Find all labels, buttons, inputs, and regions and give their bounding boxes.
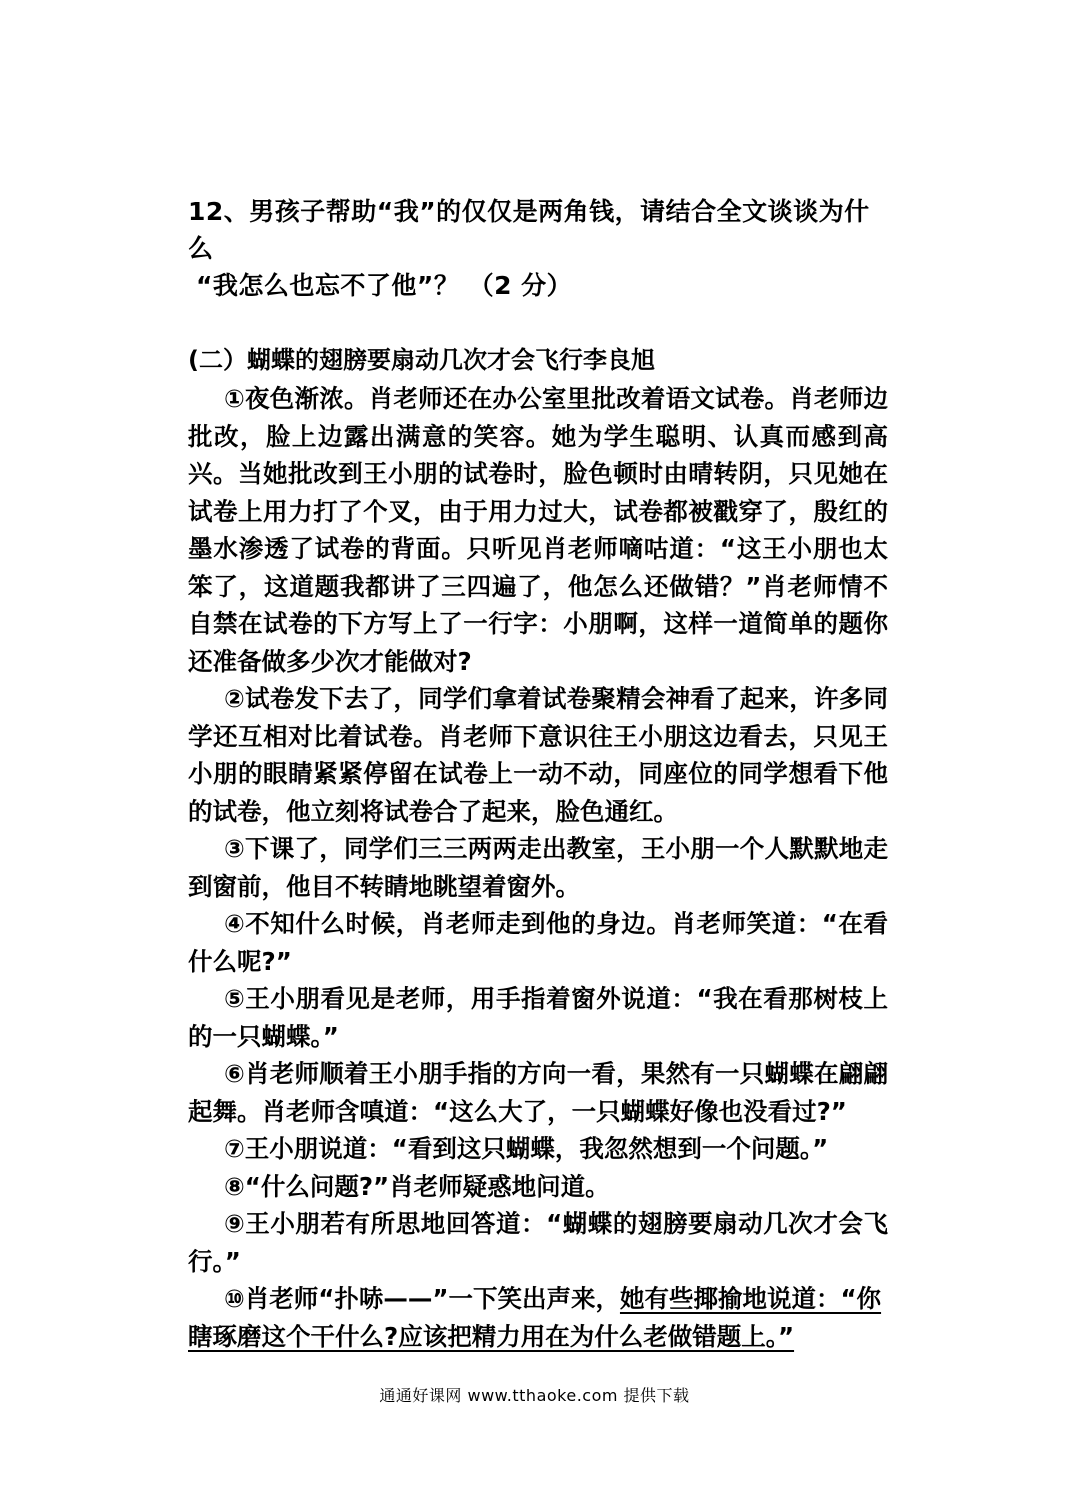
question-12-line-1: 12、男孩子帮助“我”的仅仅是两角钱，请结合全文谈谈为什么 xyxy=(188,197,870,263)
paragraph-3: ③下课了，同学们三三两两走出教室，王小朋一个人默默地走到窗前，他目不转睛地眺望着窗外。 xyxy=(188,834,888,901)
paragraph-7: ⑦王小朋说道：“看到这只蝴蝶，我忽然想到一个问题。” xyxy=(224,1134,829,1163)
paragraph-4: ④不知什么时候，肖老师走到他的身边。肖老师笑道：“在看什么呢?” xyxy=(188,909,888,976)
footer-credit: 通通好课网 www.tthaoke.com 提供下载 xyxy=(379,1386,690,1405)
section-title: (二）蝴蝶的翅膀要扇动几次才会飞行李良旭 xyxy=(188,346,655,374)
paragraph-2: ②试卷发下去了，同学们拿着试卷聚精会神看了起来，许多同学还互相对比着试卷。肖老师下意识往王小朋这边看去，只见王小朋的眼睛紧紧停留在试卷上一动不动，同座位的同学想看下他的试卷，他立刻将试卷合了起来，脸色通红。 xyxy=(188,684,888,826)
paragraph-10 xyxy=(188,1280,888,1355)
paragraph-8: ⑧“什么问题?”肖老师疑惑地问道。 xyxy=(224,1171,610,1201)
paragraph-10-underlined: 她有些揶揄地说道：“你瞎琢磨这个干什么?应该把精力用在为什么老做错题上。” xyxy=(188,1284,882,1351)
question-12 xyxy=(188,193,888,304)
paragraph-6: ⑥肖老师顺着王小朋手指的方向一看，果然有一只蝴蝶在翩翩起舞。肖老师含嗔道：“这么大了，一只蝴蝶好像也没看过?” xyxy=(188,1059,888,1126)
paragraph-9: ⑨王小朋若有所思地回答道：“蝴蝶的翅膀要扇动几次才会飞行。” xyxy=(188,1209,888,1276)
article-body xyxy=(188,380,888,1355)
paragraph-1: ①夜色渐浓。肖老师还在办公室里批改着语文试卷。肖老师边批改，脸上边露出满意的笑容。她为学生聪明、认真而感到高兴。当她批改到王小朋的试卷时，脸色顿时由晴转阴，只见她在试卷上用力打了个叉，由于用力过大，试卷都被戳穿了，殷红的墨水渗透了试卷的背面。只听见肖老师嘀咕道：“这王小朋也太笨了，这道题我都讲了三四遍了，他怎么还做错？”肖老师情不自禁在试卷的下方写上了一行字：小朋啊，这样一道简单的题你还准备做多少次才能做对? xyxy=(188,384,888,676)
paragraph-5: ⑤王小朋看见是老师，用手指着窗外说道：“我在看那树枝上的一只蝴蝶。” xyxy=(188,984,888,1051)
paragraph-10-plain: ⑩肖老师“扑哧——”一下笑出声来， xyxy=(224,1284,620,1313)
question-12-line-2: “我怎么也忘不了他”？ （2 分） xyxy=(196,271,573,300)
